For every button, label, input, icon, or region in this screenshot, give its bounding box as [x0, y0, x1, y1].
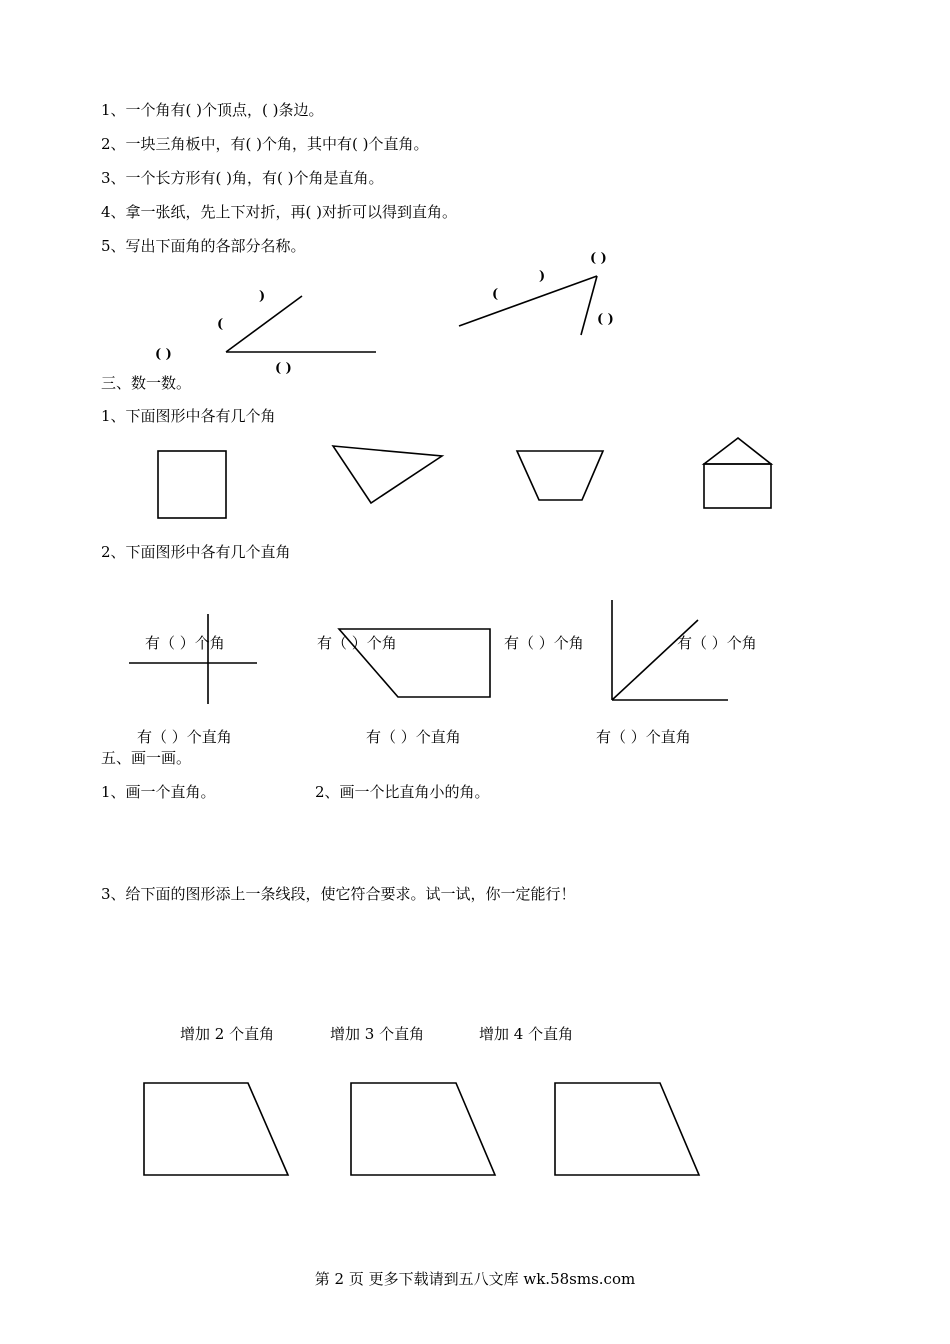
angle2-side-close: ) — [539, 269, 546, 284]
cross-shape — [129, 614, 257, 704]
question-1-1: 1、一个角有( )个顶点，( )条边。 — [101, 101, 324, 119]
corner-label-1: 有（ ）个角 — [145, 634, 225, 652]
corner-label-2: 有（ ）个角 — [317, 634, 397, 652]
add-shape-3 — [555, 1083, 699, 1175]
question-3-2: 2、下面图形中各有几个直角 — [101, 543, 291, 561]
angle2-side-label: ( ) — [597, 312, 614, 327]
question-1-5: 5、写出下面角的各部分名称。 — [101, 237, 306, 255]
add-label-3: 增加 4 个直角 — [479, 1025, 574, 1043]
page-footer: 第 2 页 更多下载请到五八文库 wk.58sms.com — [314, 1270, 636, 1288]
right-trapezoid-shape — [339, 629, 490, 697]
corner-label-3: 有（ ）个角 — [504, 634, 584, 652]
angle1-vertex-label: ( ) — [155, 347, 172, 362]
right-angle-label-2: 有（ ）个直角 — [366, 728, 461, 746]
add-shape-1 — [144, 1083, 288, 1175]
angle2-vertex-label: ( ) — [590, 251, 607, 266]
question-5-1: 1、画一个直角。 — [101, 783, 216, 801]
question-1-2: 2、一块三角板中，有( )个角，其中有( )个直角。 — [101, 135, 429, 153]
angle1-bottom-label: ( ) — [275, 361, 292, 376]
triangle-shape — [333, 446, 442, 503]
question-1-4: 4、拿一张纸，先上下对折，再( )对折可以得到直角。 — [101, 203, 458, 221]
right-angle-label-3: 有（ ）个直角 — [596, 728, 691, 746]
section-draw-title: 五、画一画。 — [101, 749, 192, 767]
section-count-title: 三、数一数。 — [101, 374, 192, 392]
add-label-2: 增加 3 个直角 — [330, 1025, 425, 1043]
axes-angle-shape — [612, 600, 728, 700]
square-shape — [158, 451, 226, 518]
add-shape-2 — [351, 1083, 495, 1175]
house-shape — [704, 438, 771, 508]
corner-label-4: 有（ ）个角 — [677, 634, 757, 652]
question-1-3: 3、一个长方形有( )角，有( )个角是直角。 — [101, 169, 384, 187]
angle-figure-2 — [459, 276, 597, 335]
question-5-3: 3、给下面的图形添上一条线段，使它符合要求。试一试，你一定能行！ — [101, 885, 576, 903]
angle2-side-open: ( — [492, 287, 499, 302]
angle1-side-open: ( — [217, 317, 224, 332]
angle1-side-close: ) — [259, 289, 266, 304]
trapezoid-shape — [517, 451, 603, 500]
add-label-1: 增加 2 个直角 — [180, 1025, 275, 1043]
angle-figure-1 — [226, 296, 376, 352]
question-3-1: 1、下面图形中各有几个角 — [101, 407, 276, 425]
right-angle-label-1: 有（ ）个直角 — [137, 728, 232, 746]
question-5-2: 2、画一个比直角小的角。 — [315, 783, 490, 801]
